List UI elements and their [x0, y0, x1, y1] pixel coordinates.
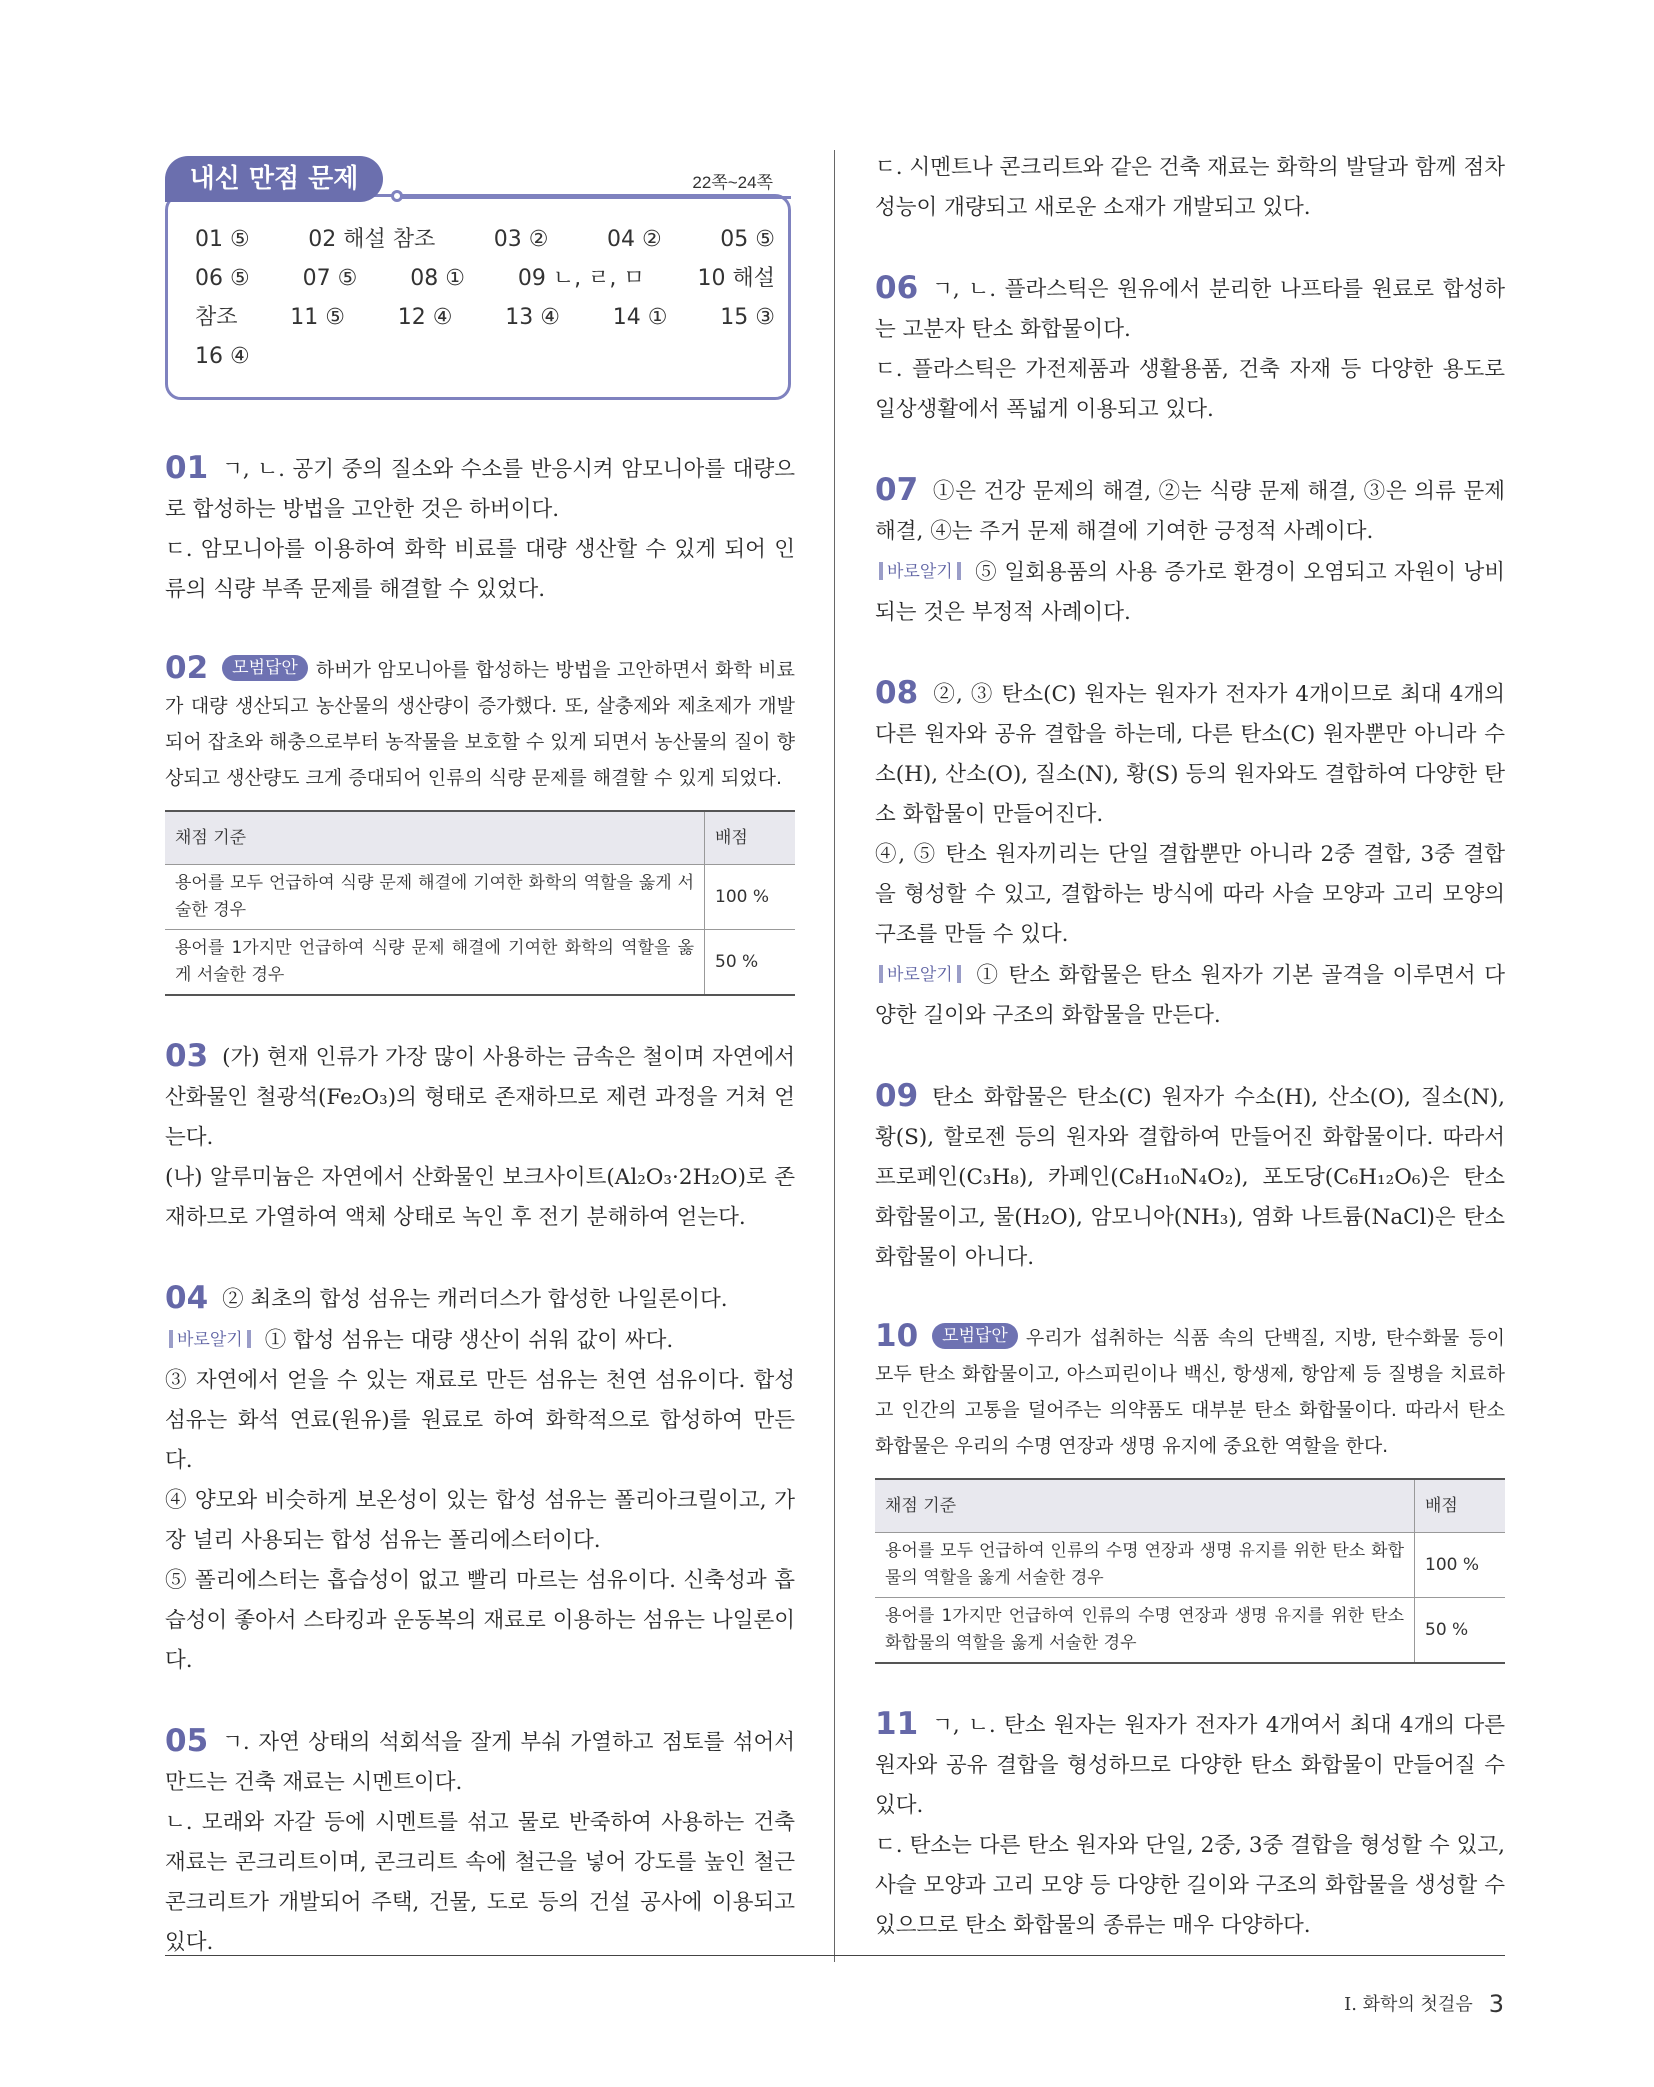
answer-key-row [195, 337, 775, 376]
key-item: 08 ① [410, 266, 465, 291]
label-bar [957, 965, 961, 983]
answer-05 [165, 1721, 795, 1963]
label-bar [879, 562, 883, 580]
answer-text: ㄴ. 모래와 자갈 등에 시멘트를 섞고 물로 반죽하여 사용하는 건축 재료는 콘크리트이며, 콘크리트 속에 철근을 넣어 강도를 높인 철근 콘크리트가 개발되어 주택, 건물, 도로 등의 건설 공사에 이용되고 있다. [165, 1810, 795, 1955]
key-item: 참조 [195, 305, 238, 330]
table-cell: 100 % [705, 865, 796, 930]
answer-text: 탄소 화합물은 탄소(C) 원자가 수소(H), 산소(O), 질소(N), 황(S), 할로젠 등의 원자와 결합하여 만들어진 화합물이다. 따라서 프로페인(C₃H₈), 카페인(C₈H₁₀N₄O₂), 포도당(C₆H₁₂O₆)은 탄소 화합물이고, 물(H₂O), 암모니아(NH₃), 염화 나트륨(NaCl)은 탄소 화합물이 아니다. [875, 1085, 1505, 1270]
key-item: 11 ⑤ [290, 305, 345, 330]
table-cell: 용어를 모두 언급하여 식량 문제 해결에 기여한 화학의 역할을 옳게 서술한 경우 [165, 865, 705, 930]
key-item: 04 ② [607, 227, 662, 252]
key-item: 05 ⑤ [720, 227, 775, 252]
page-footer [1344, 1990, 1504, 2018]
answer-number: 01 [165, 450, 209, 486]
answer-number: 02 [165, 650, 209, 686]
table-row [165, 865, 795, 930]
answer-05-continued [875, 148, 1505, 228]
key-item: 10 해설 [697, 266, 775, 291]
key-item: 16 ④ [195, 344, 250, 369]
table-header: 채점 기준 [875, 1479, 1415, 1533]
answer-text: ⑤ 폴리에스터는 흡습성이 없고 빨리 마르는 섬유이다. 신축성과 흡습성이 좋아서 스타킹과 운동복의 재료로 이용하는 섬유는 나일론이다. [165, 1568, 795, 1673]
model-answer-badge: 모범답안 [222, 655, 308, 681]
label-bar [879, 965, 883, 983]
answer-09 [875, 1076, 1505, 1278]
answer-number: 04 [165, 1280, 209, 1316]
answer-text: ㄱ, ㄴ. 탄소 원자는 원자가 전자가 4개여서 최대 4개의 다른 원자와 공유 결합을 형성하므로 다양한 탄소 화합물이 만들어질 수 있다. [875, 1713, 1505, 1818]
answer-text: (가) 현재 인류가 가장 많이 사용하는 금속은 철이며 자연에서 산화물인 철광석(Fe₂O₃)의 형태로 존재하므로 제련 과정을 거쳐 얻는다. [165, 1045, 795, 1150]
answer-07 [875, 470, 1505, 633]
answer-text: ㄷ. 플라스틱은 가전제품과 생활용품, 건축 자재 등 다양한 용도로 일상생활에서 폭넓게 이용되고 있다. [875, 357, 1505, 422]
answer-key-row [195, 298, 775, 337]
answer-number: 08 [875, 675, 919, 711]
table-cell: 용어를 1가지만 언급하여 식량 문제 해결에 기여한 화학의 역할을 옳게 서술한 경우 [165, 930, 705, 996]
table-cell: 용어를 1가지만 언급하여 인류의 수명 연장과 생명 유지를 위한 탄소 화합물의 역할을 옳게 서술한 경우 [875, 1598, 1415, 1664]
answer-text: ㄱ, ㄴ. 공기 중의 질소와 수소를 반응시켜 암모니아를 대량으로 합성하는 방법을 고안한 것은 하버이다. [165, 457, 795, 522]
chapter-title: I. 화학의 첫걸음 [1344, 1994, 1473, 2015]
key-item: 07 ⑤ [302, 266, 358, 291]
answer-key-grid [195, 220, 775, 376]
page-number: 3 [1488, 1990, 1504, 2018]
answer-key-row [195, 220, 775, 259]
answer-key-dot [391, 190, 403, 202]
right-column [875, 148, 1505, 1986]
answer-text: ㄷ. 암모니아를 이용하여 화학 비료를 대량 생산할 수 있게 되어 인류의 식량 부족 문제를 해결할 수 있었다. [165, 537, 795, 602]
key-item: 02 해설 참조 [308, 227, 436, 252]
scoring-table [165, 810, 795, 996]
answer-02 [165, 650, 795, 996]
key-item: 14 ① [612, 305, 668, 330]
answer-10 [875, 1318, 1505, 1664]
model-answer-badge: 모범답안 [932, 1323, 1018, 1349]
answer-number: 10 [875, 1318, 919, 1354]
answer-text: ③ 자연에서 얻을 수 있는 재료로 만든 섬유는 천연 섬유이다. 합성 섬유는 화석 연료(원유)를 원료로 하여 화학적으로 합성하여 만든다. [165, 1368, 795, 1473]
correction-label-text: 바로알기 [177, 1330, 243, 1350]
answer-text: ④ 양모와 비슷하게 보온성이 있는 합성 섬유는 폴리아크릴이고, 가장 널리 사용되는 합성 섬유는 폴리에스터이다. [165, 1488, 795, 1553]
answer-number: 06 [875, 270, 919, 306]
answer-number: 03 [165, 1038, 209, 1074]
table-row [875, 1533, 1505, 1598]
answer-06 [875, 268, 1505, 430]
key-item: 03 ② [493, 227, 549, 252]
answer-text: ① 합성 섬유는 대량 생산이 쉬워 값이 싸다. [264, 1328, 674, 1353]
key-item: 15 ③ [720, 305, 775, 330]
correction-label-text: 바로알기 [887, 965, 953, 985]
answer-text: ① 탄소 화합물은 탄소 원자가 기본 골격을 이루면서 다양한 길이와 구조의 화합물을 만든다. [875, 963, 1505, 1028]
answer-number: 11 [875, 1706, 919, 1742]
label-bar [957, 562, 961, 580]
table-cell: 용어를 모두 언급하여 인류의 수명 연장과 생명 유지를 위한 탄소 화합물의 역할을 옳게 서술한 경우 [875, 1533, 1415, 1598]
answer-number: 07 [875, 472, 919, 508]
answer-text: (나) 알루미늄은 자연에서 산화물인 보크사이트(Al₂O₃·2H₂O)로 존재하므로 가열하여 액체 상태로 녹인 후 전기 분해하여 얻는다. [165, 1165, 795, 1230]
correction-label [165, 1320, 255, 1360]
left-column [165, 150, 795, 2003]
key-item: 01 ⑤ [195, 227, 250, 252]
answer-key-row [195, 259, 775, 298]
answer-text: ④, ⑤ 탄소 원자끼리는 단일 결합뿐만 아니라 2중 결합, 3중 결합을 형성할 수 있고, 결합하는 방식에 따라 사슬 모양과 고리 모양의 구조를 만들 수 있다. [875, 842, 1505, 947]
column-divider [834, 150, 835, 1962]
table-cell: 50 % [1415, 1598, 1506, 1664]
answer-number: 05 [165, 1723, 209, 1759]
table-header: 채점 기준 [165, 811, 705, 865]
key-item: 13 ④ [505, 305, 560, 330]
answer-text: ⑤ 일회용품의 사용 증가로 환경이 오염되고 자원이 낭비되는 것은 부정적 사례이다. [875, 560, 1505, 625]
answer-text: ㄷ. 시멘트나 콘크리트와 같은 건축 재료는 화학의 발달과 함께 점차 성능이 개량되고 새로운 소재가 개발되고 있다. [875, 155, 1505, 220]
answer-01 [165, 448, 795, 610]
key-item: 12 ④ [397, 305, 453, 330]
answer-08 [875, 673, 1505, 1036]
table-row [875, 1598, 1505, 1664]
answer-number: 09 [875, 1078, 919, 1114]
answer-text: ② 최초의 합성 섬유는 캐러더스가 합성한 나일론이다. [222, 1287, 728, 1312]
scoring-table [875, 1478, 1505, 1664]
answer-text: ㄱ, ㄴ. 플라스틱은 원유에서 분리한 나프타를 원료로 합성하는 고분자 탄소 화합물이다. [875, 277, 1505, 342]
answer-04 [165, 1278, 795, 1681]
answer-11 [875, 1704, 1505, 1946]
label-bar [247, 1330, 251, 1348]
answer-key-rule [395, 196, 791, 199]
answer-key-pages: 22쪽~24쪽 [692, 173, 773, 192]
answer-text: 우리가 섭취하는 식품 속의 단백질, 지방, 탄수화물 등이 모두 탄소 화합물이고, 아스피린이나 백신, 항생제, 항암제 등 질병을 치료하고 인간의 고통을 덜어주는 의약품도 대부분 탄소 화합물이다. 따라서 탄소 화합물은 우리의 수명 연장과 생명 유지에 중요한 역할을 한다. [875, 1327, 1505, 1457]
key-item: 06 ⑤ [195, 266, 250, 291]
table-cell: 100 % [1415, 1533, 1506, 1598]
correction-label [875, 955, 965, 995]
table-header: 배점 [705, 811, 796, 865]
answer-text: ①은 건강 문제의 해결, ②는 식량 문제 해결, ③은 의류 문제 해결, ④는 주거 문제 해결에 기여한 긍정적 사례이다. [875, 479, 1505, 544]
answer-text: ②, ③ 탄소(C) 원자는 원자가 전자가 4개이므로 최대 4개의 다른 원자와 공유 결합을 하는데, 다른 탄소(C) 원자뿐만 아니라 수소(H), 산소(O), 질소(N), 황(S) 등의 원자와도 결합하여 다양한 탄소 화합물이 만들어진다. [875, 682, 1505, 827]
correction-label [875, 552, 965, 592]
answer-text: ㄷ. 탄소는 다른 탄소 원자와 단일, 2중, 3중 결합을 형성할 수 있고, 사슬 모양과 고리 모양 등 다양한 길이와 구조의 화합물을 생성할 수 있으므로 탄소 화합물의 종류는 매우 다양하다. [875, 1833, 1505, 1938]
label-bar [169, 1330, 173, 1348]
table-cell: 50 % [705, 930, 796, 996]
answer-03 [165, 1036, 795, 1238]
answer-text: 하버가 암모니아를 합성하는 방법을 고안하면서 화학 비료가 대량 생산되고 농산물의 생산량이 증가했다. 또, 살충제와 제초제가 개발되어 잡초와 해충으로부터 농작물을 보호할 수 있게 되면서 농산물의 질이 향상되고 생산량도 크게 증대되어 인류의 식량 문제를 해결할 수 있게 되었다. [165, 659, 795, 789]
table-header: 배점 [1415, 1479, 1506, 1533]
table-row [165, 930, 795, 996]
answer-text: ㄱ. 자연 상태의 석회석을 잘게 부숴 가열하고 점토를 섞어서 만드는 건축 재료는 시멘트이다. [165, 1730, 795, 1795]
answer-key-title: 내신 만점 문제 [165, 156, 383, 202]
footer-rule [165, 1955, 1505, 1956]
key-item: 09 ㄴ, ㄹ, ㅁ [517, 266, 645, 291]
answer-key-box [165, 150, 795, 402]
correction-label-text: 바로알기 [887, 562, 953, 582]
